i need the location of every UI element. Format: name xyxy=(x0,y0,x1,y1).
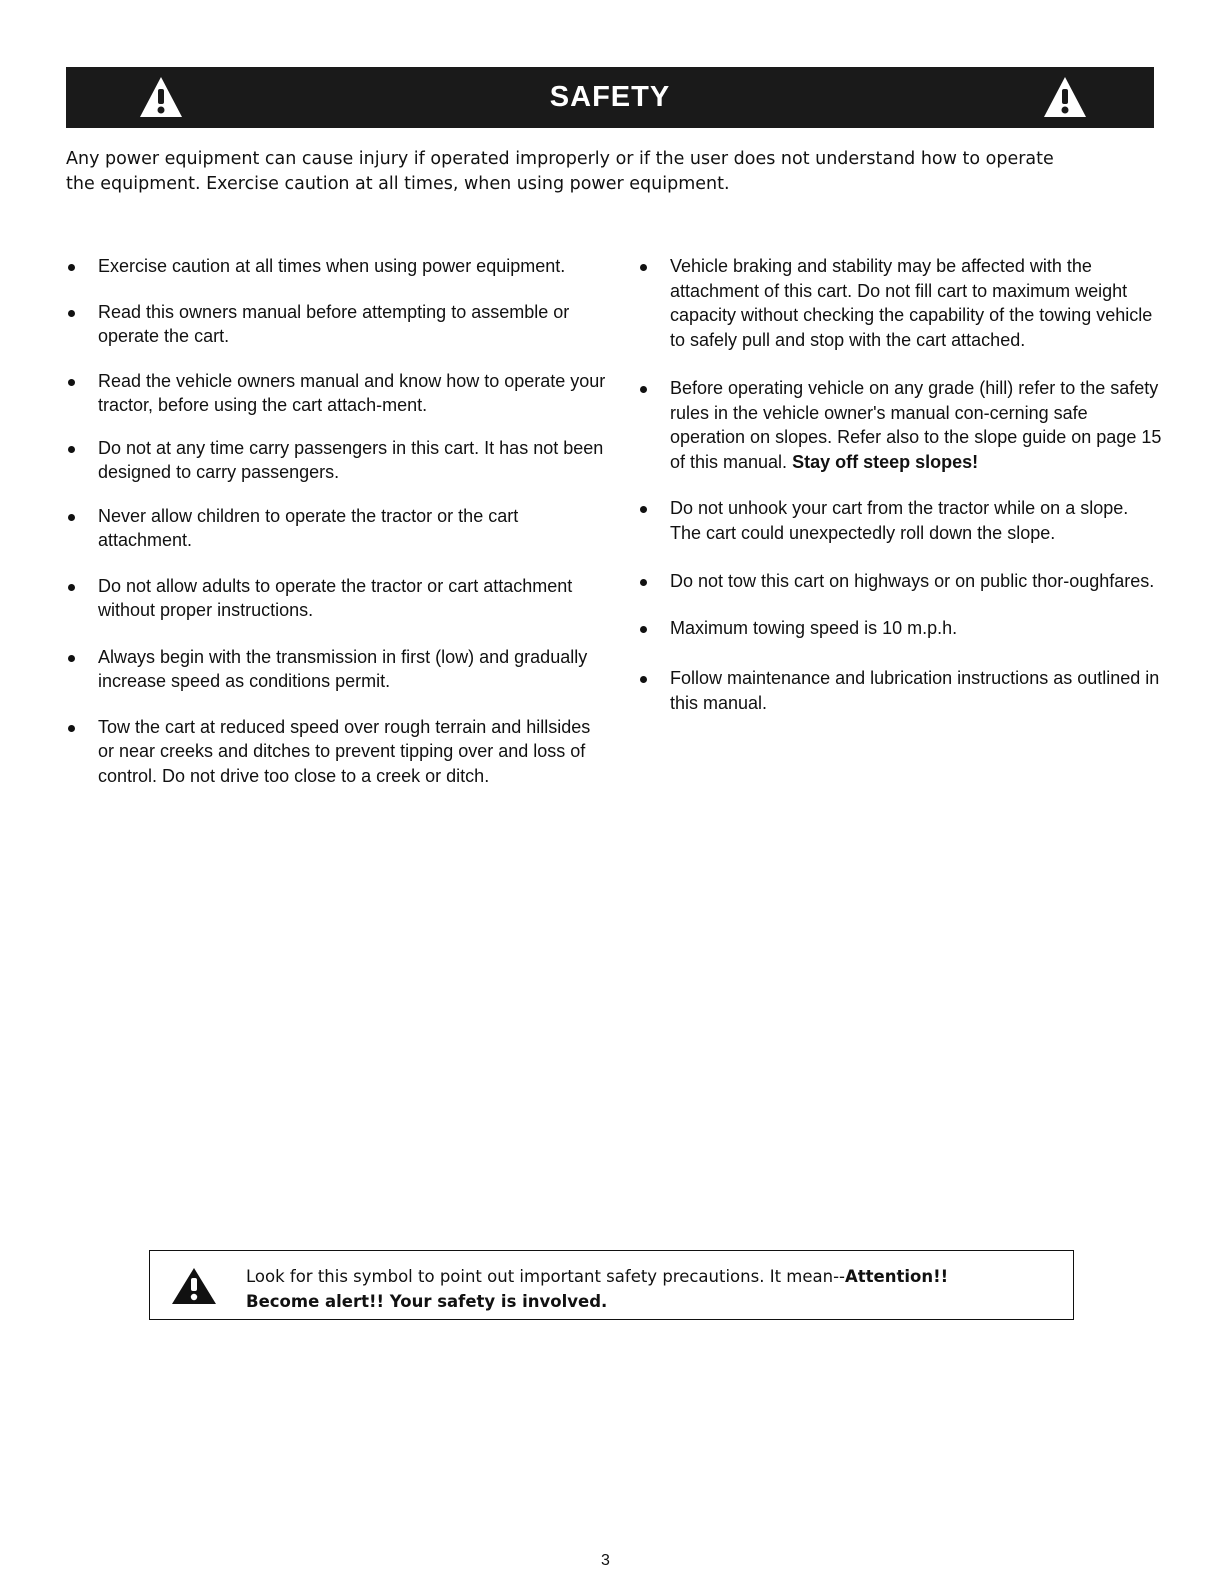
list-item: Maximum towing speed is 10 m.p.h. xyxy=(638,616,1163,641)
bullet-icon xyxy=(68,584,75,591)
list-item: Do not tow this cart on highways or on public thor-oughfares. xyxy=(638,569,1163,594)
intro-line: the equipment. Exercise caution at all times, when using power equipment. xyxy=(66,174,730,194)
list-item: Do not allow adults to operate the tractor or cart attachment without proper instructions. xyxy=(66,574,606,623)
list-item: Vehicle braking and stability may be affected with the attachment of this cart. Do not fill cart to maximum weight capacity without checking the capability of the towing vehicle to safely pull and stop with the cart attached. xyxy=(638,254,1163,352)
warning-triangle-icon xyxy=(1042,75,1088,124)
list-item: Read the vehicle owners manual and know how to operate your tractor, before using the cart attach-ment. xyxy=(66,369,606,418)
intro-line: Any power equipment can cause injury if operated improperly or if the user does not understand how to operate xyxy=(66,149,1054,169)
list-item: Never allow children to operate the tractor or the cart attachment. xyxy=(66,504,606,553)
safety-header-banner xyxy=(66,67,1154,128)
safety-symbol-notice xyxy=(149,1250,1074,1320)
bullet-icon xyxy=(68,264,75,271)
bullet-icon xyxy=(68,514,75,521)
bullet-icon xyxy=(68,655,75,662)
bullet-icon xyxy=(68,379,75,386)
page-number: 3 xyxy=(601,1552,610,1569)
page-title: SAFETY xyxy=(549,81,671,113)
list-item: Follow maintenance and lubrication instructions as outlined in this manual. xyxy=(638,666,1163,715)
bullet-icon xyxy=(68,310,75,317)
bullet-icon xyxy=(640,264,647,271)
emphasis-text: Stay off xyxy=(792,451,859,472)
bullet-icon xyxy=(640,579,647,586)
list-item: Do not unhook your cart from the tractor while on a slope. The cart could unexpectedly roll down the slope. xyxy=(638,496,1163,545)
intro-paragraph xyxy=(66,147,1161,197)
right-safety-list xyxy=(638,254,1163,739)
list-item: Do not at any time carry passengers in this cart. It has not been designed to carry passengers. xyxy=(66,436,606,485)
bullet-icon xyxy=(68,725,75,732)
list-item: Before operating vehicle on any grade (hill) refer to the safety rules in the vehicle owner's manual con-cerning safe operation on slopes. Refer also to the slope guide on page 15 of this manual. Stay off steep slopes! xyxy=(638,376,1163,474)
warning-triangle-icon xyxy=(170,1267,218,1310)
list-item: Tow the cart at reduced speed over rough terrain and hillsides or near creeks and ditches to prevent tipping over and loss of control. Do not drive too close to a creek or ditch. xyxy=(66,715,606,789)
emphasis-text: Attention!! xyxy=(844,1267,949,1286)
bullet-icon xyxy=(640,386,647,393)
emphasis-text: Become alert!! Your safety is involved. xyxy=(246,1292,608,1311)
bullet-icon xyxy=(68,446,75,453)
bullet-icon xyxy=(640,676,647,683)
bullet-icon xyxy=(640,626,647,633)
notice-text: Look for this symbol to point out important safety precautions. It mean--Attention!! Become alert!! Your safety is involved. xyxy=(246,1267,949,1311)
left-safety-list xyxy=(66,254,606,809)
list-item: Exercise caution at all times when using power equipment. xyxy=(66,254,606,279)
emphasis-text: steep slopes! xyxy=(863,451,979,472)
list-item: Read this owners manual before attempting to assemble or operate the cart. xyxy=(66,300,606,349)
bullet-icon xyxy=(640,506,647,513)
list-item: Always begin with the transmission in first (low) and gradually increase speed as conditions permit. xyxy=(66,645,606,694)
